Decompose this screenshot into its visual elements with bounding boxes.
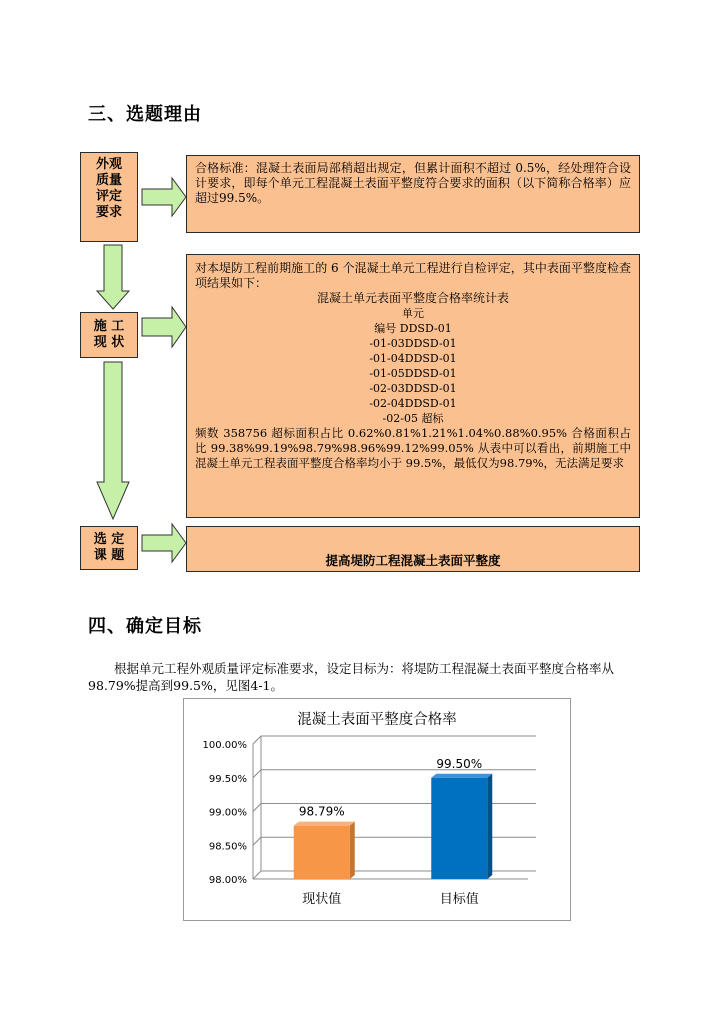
bar-target bbox=[431, 778, 487, 879]
bar-side bbox=[487, 774, 492, 879]
bar-top bbox=[431, 774, 492, 778]
qualification-standard-box bbox=[186, 155, 640, 233]
arrow-right-1 bbox=[142, 178, 186, 216]
unit-code-line: -02-04DDSD-01 bbox=[369, 397, 457, 410]
label-line: 施 工 bbox=[93, 319, 125, 334]
label-line: 选 定 bbox=[93, 532, 125, 547]
bar-side bbox=[350, 822, 355, 879]
unit-code-line: 编号 DDSD-01 bbox=[374, 322, 452, 335]
label-box-construction-status bbox=[80, 312, 138, 358]
label-line: 评定 bbox=[95, 189, 122, 204]
qualification-standard-text: 合格标准：混凝土表面局部稍超出规定，但累计面积不超过 0.5%，经处理符合设计要求，即每个单元工程混凝土表面平整度符合要求的面积（以下简称合格率）应超过99.5%。 bbox=[195, 161, 631, 205]
target-paragraph: 根据单元工程外观质量评定标准要求，设定目标为：将堤防工程混凝土表面平整度合格率从98.79%提高到99.5%，见图4-1。 bbox=[88, 661, 615, 693]
unit-code-line: 单元 bbox=[402, 307, 424, 320]
arrow-down-2 bbox=[97, 362, 129, 519]
y-tick-label: 99.00% bbox=[208, 807, 247, 819]
label-line: 课 题 bbox=[93, 548, 125, 563]
arrow-right-3 bbox=[142, 524, 186, 562]
unit-code-line: -01-05DDSD-01 bbox=[369, 367, 457, 380]
label-box-quality-standard bbox=[80, 152, 138, 242]
unit-code-line: -02-05 超标 bbox=[382, 412, 444, 425]
bar-data-label: 98.79% bbox=[298, 804, 345, 819]
stats-table-title: 混凝土单元表面平整度合格率统计表 bbox=[316, 291, 509, 305]
label-box-select-topic bbox=[80, 526, 138, 570]
arrow-right-2 bbox=[142, 307, 186, 347]
selected-topic-text: 提高堤防工程混凝土表面平整度 bbox=[325, 553, 501, 568]
label-line: 要求 bbox=[95, 205, 122, 220]
chart-title: 混凝土表面平整度合格率 bbox=[297, 712, 457, 728]
pass-rate-chart bbox=[183, 698, 571, 921]
construction-status-box bbox=[186, 254, 640, 518]
label-line: 外观 bbox=[95, 157, 122, 172]
unit-code-line: -01-03DDSD-01 bbox=[369, 337, 457, 350]
x-tick-label: 目标值 bbox=[439, 892, 479, 907]
bar-current bbox=[294, 826, 350, 879]
selected-topic-box bbox=[186, 526, 640, 572]
arrow-down-1 bbox=[97, 245, 129, 309]
y-tick-label: 100.00% bbox=[202, 740, 247, 751]
y-tick-label: 98.50% bbox=[208, 841, 247, 853]
status-intro: 对本堤防工程前期施工的 6 个混凝土单元工程进行自检评定，其中表面平整度检查项结果如下： bbox=[195, 261, 631, 290]
label-line: 质量 bbox=[95, 173, 122, 188]
status-body: 频数 358756 超标面积占比 0.62%0.81%1.21%1.04%0.88%0.95% 合格面积占比 99.38%99.19%98.79%98.96%99.12%99.05% 从表中可以看出，前期施工中混凝土单元工程表面平整度合格率均小于 99.5%，最低仅为98.79%，无法满足要求 bbox=[195, 426, 631, 470]
bar-data-label: 99.50% bbox=[436, 756, 483, 771]
x-tick-label: 现状值 bbox=[302, 892, 342, 907]
label-line: 现 状 bbox=[93, 335, 125, 350]
unit-code-line: -02-03DDSD-01 bbox=[369, 382, 457, 395]
unit-code-line: -01-04DDSD-01 bbox=[369, 352, 457, 365]
section-4-title: 四、确定目标 bbox=[88, 616, 202, 637]
y-tick-label: 99.50% bbox=[208, 773, 247, 785]
y-tick-label: 98.00% bbox=[208, 875, 247, 886]
section-3-title: 三、选题理由 bbox=[88, 104, 202, 125]
bar-top bbox=[294, 822, 355, 826]
